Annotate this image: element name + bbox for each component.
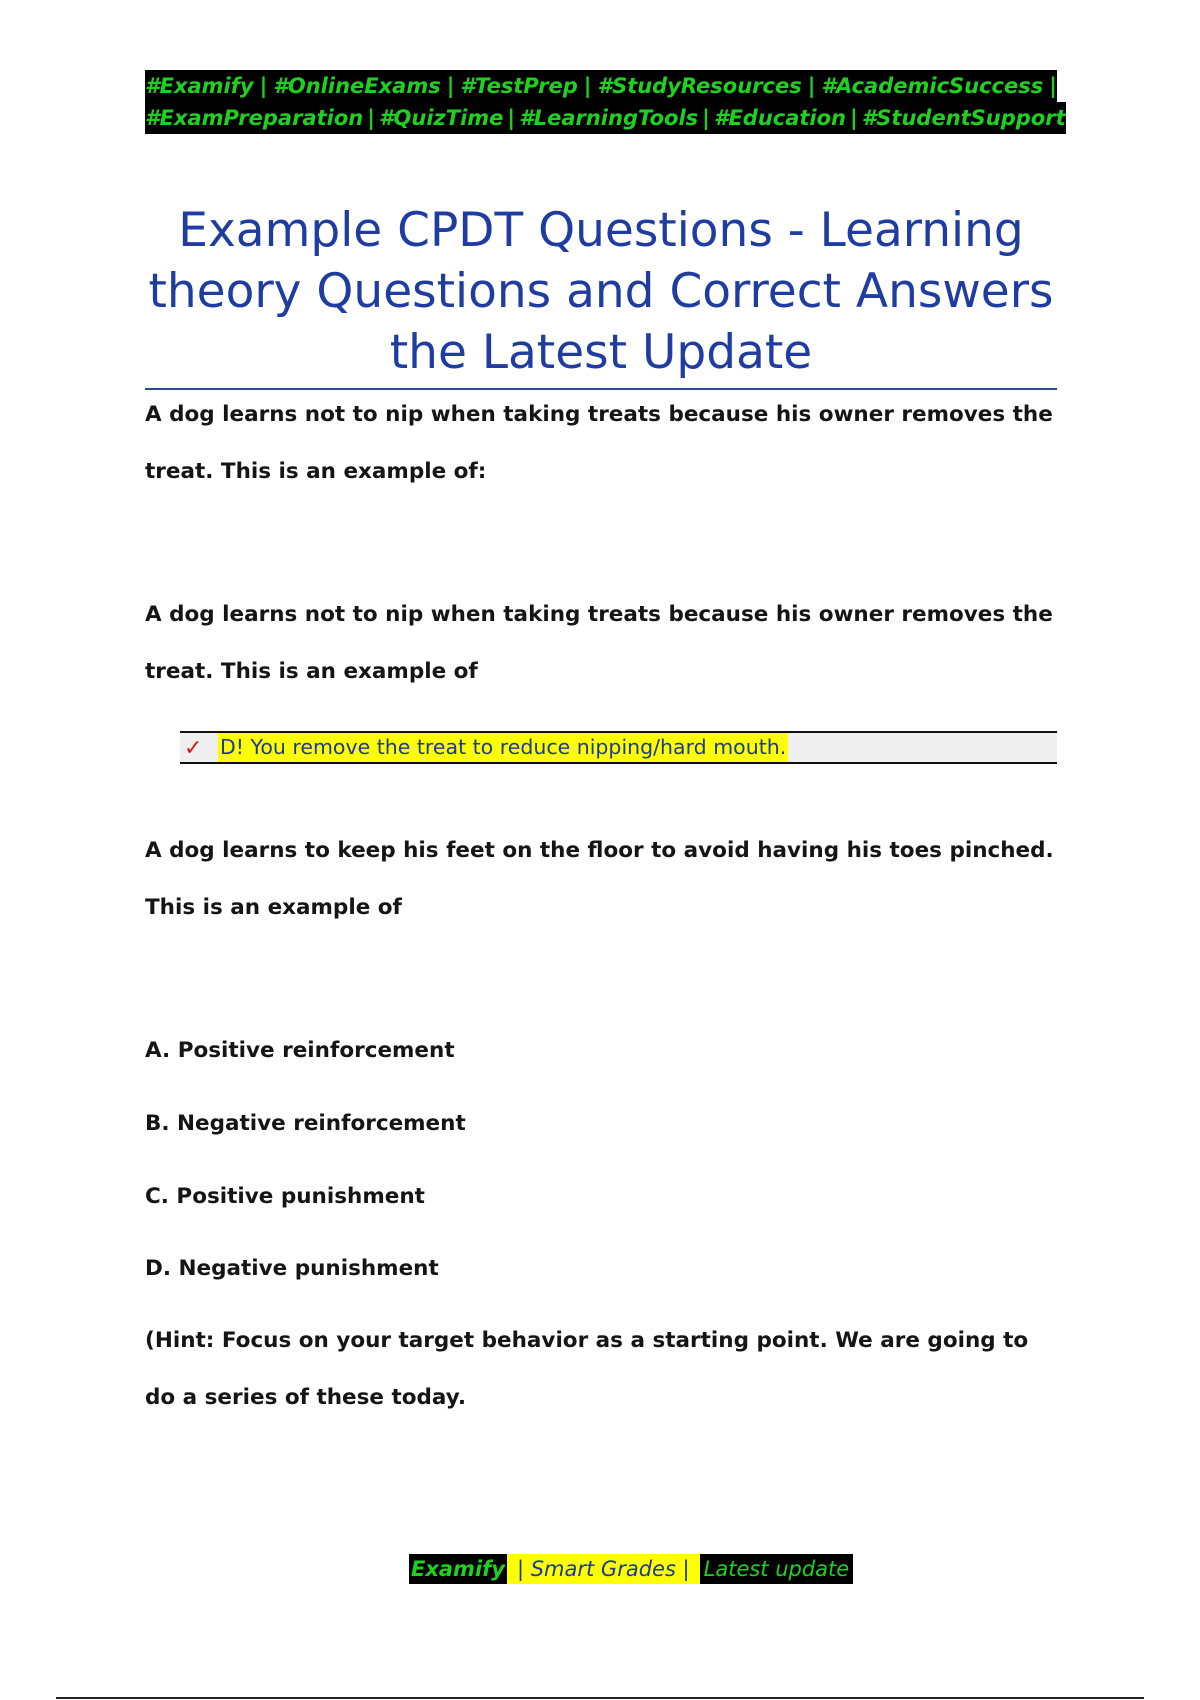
hashtag: #Examify [145, 74, 254, 98]
hashtag-separator: | [583, 74, 592, 98]
option-c: C. Positive punishment [145, 1184, 425, 1209]
hashtag-separator: | [702, 106, 710, 130]
footer-brand: Examify [409, 1554, 507, 1584]
page-bottom-divider [56, 1697, 1144, 1699]
footer-latest: Latest update [700, 1554, 854, 1584]
hashtag: #StudyResources [597, 74, 802, 98]
footer-middle: | Smart Grades | [507, 1554, 700, 1584]
answer-box [180, 731, 1057, 764]
title-line-1: Example CPDT Questions - Learning [178, 203, 1024, 258]
option-d: D. Negative punishment [145, 1256, 439, 1281]
hint-text: (Hint: Focus on your target behavior as a starting point. We are going to do a series of these today. [145, 1328, 1029, 1410]
footer-banner [409, 1554, 853, 1584]
hashtag: #StudentSupport [861, 106, 1066, 130]
title-line-3: the Latest Update [389, 325, 813, 380]
hashtag: #TestPrep [460, 74, 578, 98]
hashtag-separator: | [507, 106, 516, 130]
hashtag-separator: | [1049, 74, 1057, 98]
option-a: A. Positive reinforcement [145, 1038, 455, 1063]
hashtag: #QuizTime [378, 106, 504, 130]
hashtag-separator: | [850, 106, 858, 130]
document-title [145, 200, 1057, 383]
option-b: B. Negative reinforcement [145, 1111, 466, 1136]
title-line-2: theory Questions and Correct Answers [148, 264, 1054, 319]
hashtag-separator: | [367, 106, 375, 130]
hashtag: #LearningTools [519, 106, 699, 130]
hashtag: #ExamPreparation [145, 106, 364, 130]
hashtag-separator: | [259, 74, 268, 98]
hashtag-separator: | [446, 74, 455, 98]
answer-text: D! You remove the treat to reduce nipping/hard mouth. [218, 733, 788, 762]
question-1-text: A dog learns not to nip when taking treats because his owner removes the treat. This is an example of: [145, 402, 1053, 484]
hashtag: #OnlineExams [273, 74, 441, 98]
question-2-text: A dog learns not to nip when taking treats because his owner removes the treat. This is an example of [145, 602, 1053, 684]
hashtag-banner [145, 70, 1066, 134]
hashtag: #Education [713, 106, 847, 130]
hashtag-line-1 [145, 70, 1057, 102]
checkmark-icon: ✓ [184, 735, 203, 760]
hashtag-separator: | [807, 74, 816, 98]
hashtag-line-2 [145, 102, 1066, 134]
question-3-text: A dog learns to keep his feet on the floor to avoid having his toes pinched. This is an example of [145, 838, 1054, 920]
hashtag: #AcademicSuccess [821, 74, 1044, 98]
